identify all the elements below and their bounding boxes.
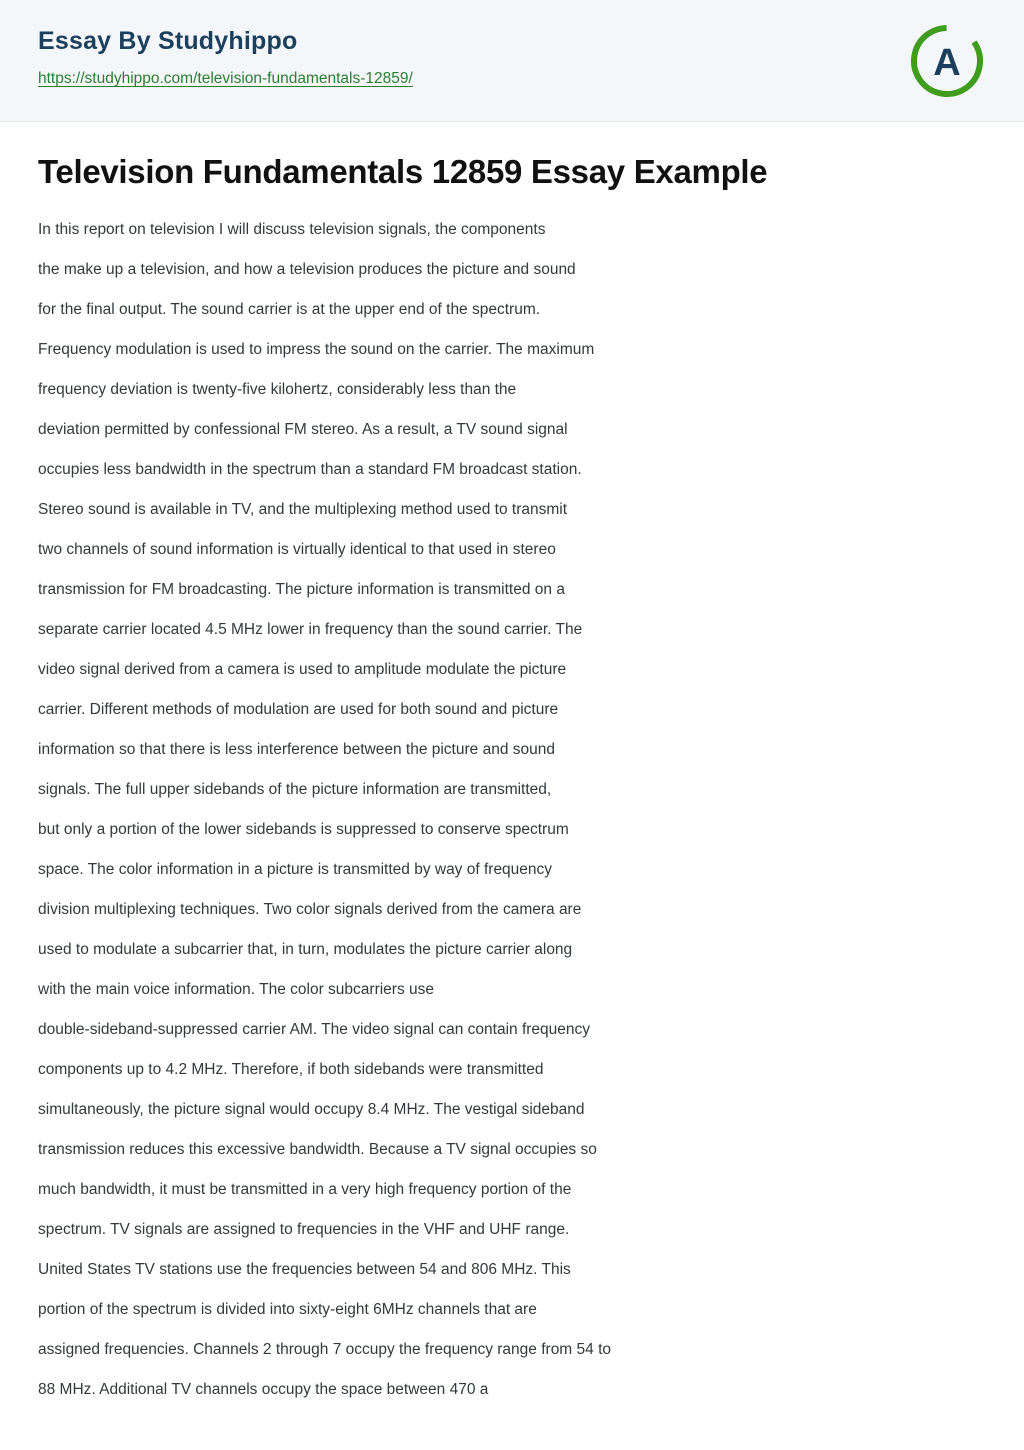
body-line: transmission for FM broadcasting. The picture information is transmitted on a bbox=[38, 580, 565, 598]
body-line: but only a portion of the lower sidebands is suppressed to conserve spectrum bbox=[38, 820, 569, 838]
body-line: information so that there is less interference between the picture and sound bbox=[38, 740, 555, 758]
body-line: much bandwidth, it must be transmitted in a very high frequency portion of the bbox=[38, 1180, 572, 1198]
page-title: Television Fundamentals 12859 Essay Example bbox=[38, 153, 768, 190]
body-line: Frequency modulation is used to impress the sound on the carrier. The maximum bbox=[38, 340, 595, 358]
body-line: 88 MHz. Additional TV channels occupy the space between 470 a bbox=[38, 1380, 489, 1398]
body-line: signals. The full upper sidebands of the picture information are transmitted, bbox=[38, 780, 552, 798]
body-line: transmission reduces this excessive bandwidth. Because a TV signal occupies so bbox=[38, 1140, 597, 1158]
body-line: In this report on television I will discuss television signals, the components bbox=[38, 220, 546, 238]
body-line: spectrum. TV signals are assigned to frequencies in the VHF and UHF range. bbox=[38, 1220, 570, 1238]
body-line: frequency deviation is twenty-five kilohertz, considerably less than the bbox=[38, 380, 517, 398]
site-brand: Essay By Studyhippo bbox=[38, 27, 298, 55]
body-line: components up to 4.2 MHz. Therefore, if both sidebands were transmitted bbox=[38, 1060, 544, 1078]
body-line: video signal derived from a camera is used to amplitude modulate the picture bbox=[38, 660, 567, 678]
body-line: double-sideband-suppressed carrier AM. The video signal can contain frequency bbox=[38, 1020, 591, 1038]
body-line: simultaneously, the picture signal would occupy 8.4 MHz. The vestigal sideband bbox=[38, 1100, 585, 1118]
body-line: assigned frequencies. Channels 2 through 7 occupy the frequency range from 54 to bbox=[38, 1340, 612, 1358]
document-content bbox=[0, 122, 1024, 1450]
body-line: for the final output. The sound carrier is at the upper end of the spectrum. bbox=[38, 300, 541, 318]
svg-text:A: A bbox=[933, 42, 961, 84]
body-line: two channels of sound information is virtually identical to that used in stereo bbox=[38, 540, 556, 558]
body-line: with the main voice information. The color subcarriers use bbox=[38, 980, 434, 998]
body-line: portion of the spectrum is divided into sixty-eight 6MHz channels that are bbox=[38, 1300, 537, 1318]
site-header bbox=[0, 0, 1024, 122]
body-line: the make up a television, and how a television produces the picture and sound bbox=[38, 260, 576, 278]
body-line: Stereo sound is available in TV, and the multiplexing method used to transmit bbox=[38, 500, 568, 518]
body-line: used to modulate a subcarrier that, in turn, modulates the picture carrier along bbox=[38, 940, 573, 958]
body-line: occupies less bandwidth in the spectrum than a standard FM broadcast station. bbox=[38, 460, 582, 478]
studyhippo-a-logo-icon bbox=[908, 22, 986, 100]
essay-body bbox=[38, 210, 986, 1410]
body-line: space. The color information in a picture is transmitted by way of frequency bbox=[38, 860, 553, 878]
body-line: deviation permitted by confessional FM stereo. As a result, a TV sound signal bbox=[38, 420, 568, 438]
source-url-link[interactable]: https://studyhippo.com/television-fundamentals-12859/ bbox=[38, 70, 413, 87]
body-line: United States TV stations use the frequencies between 54 and 806 MHz. This bbox=[38, 1260, 571, 1278]
body-line: carrier. Different methods of modulation are used for both sound and picture bbox=[38, 700, 559, 718]
body-line: separate carrier located 4.5 MHz lower in frequency than the sound carrier. The bbox=[38, 620, 583, 638]
body-line: division multiplexing techniques. Two color signals derived from the camera are bbox=[38, 900, 582, 918]
